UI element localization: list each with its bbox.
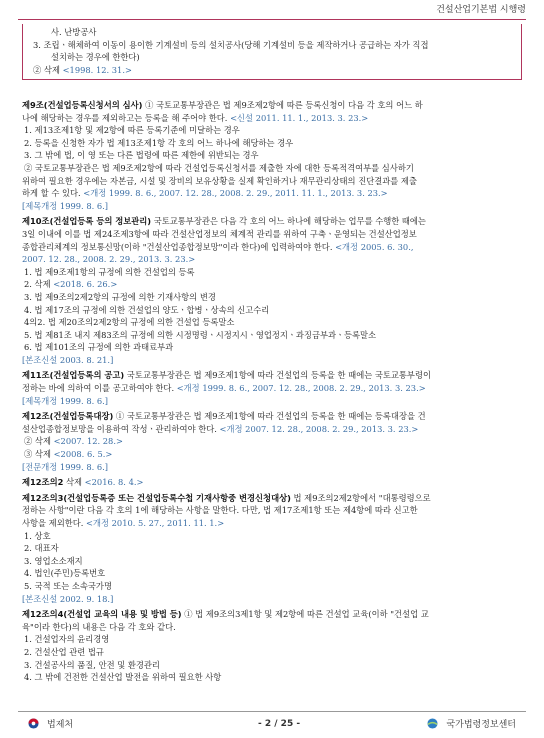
amendment-note: <2007. 12. 28.>: [50, 436, 123, 447]
revision-reference: [본조신설 2003. 8. 21.]: [22, 354, 114, 365]
list-item: 2. 삭제 <2018. 6. 26.>: [24, 279, 118, 290]
amendment-note: <2016. 8. 4.>: [82, 477, 144, 488]
amendment-note: <개정 1999. 8. 6., 2007. 12. 28., 2008. 2. 29., 2011. 11. 1., 2013. 3. 23.>: [80, 188, 388, 199]
revision-reference: [전문개정 1999. 8. 6.]: [22, 461, 109, 472]
article-title: 제12조의2: [22, 477, 64, 488]
list-item: 1. 제13조제1항 및 제2항에 따른 등록기준에 미달하는 경우: [24, 125, 240, 136]
list-item: 4의2. 법 제20조의2제2항의 규정에 의한 건설업 등록말소: [24, 317, 235, 328]
list-item: 3. 법 제9조의2제2항의 규정에 의한 기재사항의 변경: [24, 291, 216, 302]
box-line: 3. 조립ㆍ해체하여 이동이 용이한 기계설비 등의 설치공사(당해 기계설비 등을 제작하거나 공급하는 자가 직접: [33, 39, 429, 50]
article-12-4: 제12조의4(건설업 교육의 내용 및 방법 등) ① 법 제9조의3제1항 및 제2항에 따른 건설업 교육(이하 "건설업 교 육"이라 한다)의 내용은 다음 각 호와 같다. 1. 건설업자의 윤리경영 2. 건설산업 관련 법규 3. 건설공사의 품질, 안전 및 환경관리 4. 그 밖에 건전한 건설산업 발전을 위하여 필요한 사항: [22, 608, 524, 684]
list-item: 1. 건설업자의 윤리경영: [24, 634, 110, 645]
footer-rule: [18, 711, 526, 712]
amendment-note: <2008. 6. 5.>: [50, 449, 113, 460]
list-item: 5. 국적 또는 소속국가명: [24, 580, 112, 591]
page-footer: [18, 716, 526, 734]
amendment-note: <개정 1999. 8. 6., 2007. 12. 28., 2008. 2. 29., 2013. 3. 23.>: [174, 383, 426, 394]
box-line: 사. 난방공사: [51, 27, 97, 37]
revision-reference: [본조신설 2002. 9. 18.]: [22, 593, 114, 604]
article-11: 제11조(건설업등록의 공고) 국토교통부장관은 법 제9조제1항에 따라 건설업의 등록을 한 때에는 국토교통부령이 정하는 바에 의하여 이를 공고하여야 한다. <개정 1999. 8. 6., 2007. 12. 28., 2008. 2. 29., 2013. 3. 23.> [제목개정 1999. 8. 6.]: [22, 369, 524, 407]
list-item: 3. 영업소소재지: [24, 555, 83, 566]
page-number: - 2 / 25 -: [258, 719, 301, 729]
amendment-note: <2018. 6. 26.>: [50, 279, 118, 290]
article-title: 제12조의3(건설업등록증 또는 건설업등록수첩 기재사항중 변경신청대상): [22, 492, 291, 503]
article-title: 제12조(건설업등록대장): [22, 411, 114, 422]
article-title: 제12조의4(건설업 교육의 내용 및 방법 등): [22, 609, 182, 620]
list-item: 1. 상호: [24, 530, 51, 541]
article-12-3: 제12조의3(건설업등록증 또는 건설업등록수첩 기재사항중 변경신청대상) 법 제9조의2제2항에서 "대통령령으로 정하는 사항"이란 다음 각 호의 1에 해당하는 사항을 말한다. 다만, 법 제17조제1항 또는 제4항에 따라 신고한 사항을 제외한다. <개정 2010. 5. 27., 2011. 11. 1.> 1. 상호 2. 대표자 3. 영업소소재지 4. 법인(주민)등록번호 5. 국적 또는 소속국가명 [본조신설 2002. 9. 18.]: [22, 492, 524, 605]
list-item: 2. 등록을 신청한 자가 법 제13조제1항 각 호의 어느 하나에 해당하는 경우: [24, 137, 294, 148]
revision-reference: [제목개정 1999. 8. 6.]: [22, 200, 109, 211]
header-rule: [18, 19, 526, 20]
article-12-2: 제12조의2 삭제 <2016. 8. 4.>: [22, 477, 144, 488]
list-item: 3. 그 밖에 법, 이 영 또는 다른 법령에 따른 제한에 위반되는 경우: [24, 150, 259, 161]
footer-publisher: 법제처: [28, 718, 73, 732]
list-item: 4. 법인(주민)등록번호: [24, 568, 106, 579]
government-emblem-icon: [28, 718, 39, 729]
box-line: 설치하는 경우에 한한다): [51, 52, 140, 63]
list-item: 6. 법 제101조의 규정에 의한 과태료부과: [24, 342, 174, 353]
amendment-note: <1998. 12. 31.>: [62, 64, 132, 75]
continued-article-box: [22, 24, 522, 80]
article-title: 제9조(건설업등록신청서의 심사): [22, 100, 143, 110]
list-item: 2. 대표자: [24, 543, 59, 554]
globe-icon: [427, 718, 438, 729]
list-item: 3. 건설공사의 품질, 안전 및 환경관리: [24, 659, 160, 670]
article-title: 제11조(건설업등록의 공고): [22, 370, 125, 381]
revision-reference: [제목개정 1999. 8. 6.]: [22, 395, 109, 406]
amendment-note: <개정 2010. 5. 27., 2011. 11. 1.>: [83, 518, 225, 528]
main-content: [22, 96, 524, 684]
amendment-note: <개정 2007. 12. 28., 2008. 2. 29., 2013. 3. 23.>: [216, 423, 419, 434]
footer-source: 국가법령정보센터: [427, 718, 516, 732]
article-10: 제10조(건설업등록 등의 정보관리) 국토교통부장관은 다음 각 호의 어느 하나에 해당하는 업무를 수행한 때에는 3일 이내에 이를 법 제24조제3항에 따라 건설산업정보의 체계적 관리를 위하여 구축ㆍ운영되는 건설산업정보 종합관리체계의 정보통신망(이하 "건설산업종합정보망"이라 한다)에 입력하여야 한다. <개정 2005. 6. 30., 2007. 12. 28., 2008. 2. 29., 2013. 3. 23.> 1. 법 제9조제1항의 규정에 의한 건설업의 등록 2. 삭제 <2018. 6. 26.> 3. 법 제9조의2제2항의 규정에 의한 기재사항의 변경 4. 법 제17조의 규정에 의한 건설업의 양도ㆍ합병ㆍ상속의 신고수리 4의2. 법 제20조의2제2항의 규정에 의한 건설업 등록말소 5. 법 제81조 내지 제83조의 규정에 의한 시정명령ㆍ시정지시ㆍ영업정지ㆍ과징금부과ㆍ등록말소 6. 법 제101조의 규정에 의한 과태료부과 [본조신설 2003. 8. 21.]: [22, 215, 524, 366]
list-item: 4. 법 제17조의 규정에 의한 건설업의 양도ㆍ합병ㆍ상속의 신고수리: [24, 304, 270, 315]
list-item: 4. 그 밖에 건전한 건설산업 발전을 위하여 필요한 사항: [24, 672, 222, 683]
page-header-title: 건설산업기본법 시행령: [436, 5, 526, 15]
list-item: 1. 법 제9조제1항의 규정에 의한 건설업의 등록: [24, 266, 195, 277]
article-12: 제12조(건설업등록대장) ① 국토교통부장관은 법 제9조제1항에 따라 건설업의 등록을 한 때에는 등록대장을 건 설산업종합정보망을 이용하여 작성ㆍ관리하여야 한다. <개정 2007. 12. 28., 2008. 2. 29., 2013. 3. 23.> ② 삭제 <2007. 12. 28.> ③ 삭제 <2008. 6. 5.> [전문개정 1999. 8. 6.]: [22, 410, 524, 473]
amendment-note: <개정 2005. 6. 30.,: [332, 241, 414, 252]
list-item: 2. 건설산업 관련 법규: [24, 646, 104, 657]
amendment-note: 2007. 12. 28., 2008. 2. 29., 2013. 3. 23.>: [22, 254, 196, 265]
box-deleted-paragraph: ② 삭제 <1998. 12. 31.>: [33, 64, 132, 75]
article-9: 제9조(건설업등록신청서의 심사) ① 국토교통부장관은 법 제9조제2항에 따른 등록신청이 다음 각 호의 어느 하 나에 해당하는 경우를 제외하고는 등록을 해 주어야 한다. <신설 2011. 11. 1., 2013. 3. 23.> 1. 제13조제1항 및 제2항에 따른 등록기준에 미달하는 경우 2. 등록을 신청한 자가 법 제13조제1항 각 호의 어느 하나에 해당하는 경우 3. 그 밖에 법, 이 영 또는 다른 법령에 따른 제한에 위반되는 경우 ② 국토교통부장관은 법 제9조제2항에 따라 건설업등록신청서를 제출한 자에 대한 등록적격여부를 심사하기 위하여 필요한 경우에는 자본금, 시설 및 장비의 보유상황을 실제 확인하거나 재무관리상태의 진단결과를 제출 하게 할 수 있다. <개정 1999. 8. 6., 2007. 12. 28., 2008. 2. 29., 2011. 11. 1., 2013. 3. 23.> [제목개정 1999. 8. 6.]: [22, 99, 524, 212]
amendment-note: <신설 2011. 11. 1., 2013. 3. 23.>: [227, 112, 369, 123]
list-item: 5. 법 제81조 내지 제83조의 규정에 의한 시정명령ㆍ시정지시ㆍ영업정지ㆍ과징금부과ㆍ등록말소: [24, 329, 377, 340]
article-title: 제10조(건설업등록 등의 정보관리): [22, 216, 152, 227]
